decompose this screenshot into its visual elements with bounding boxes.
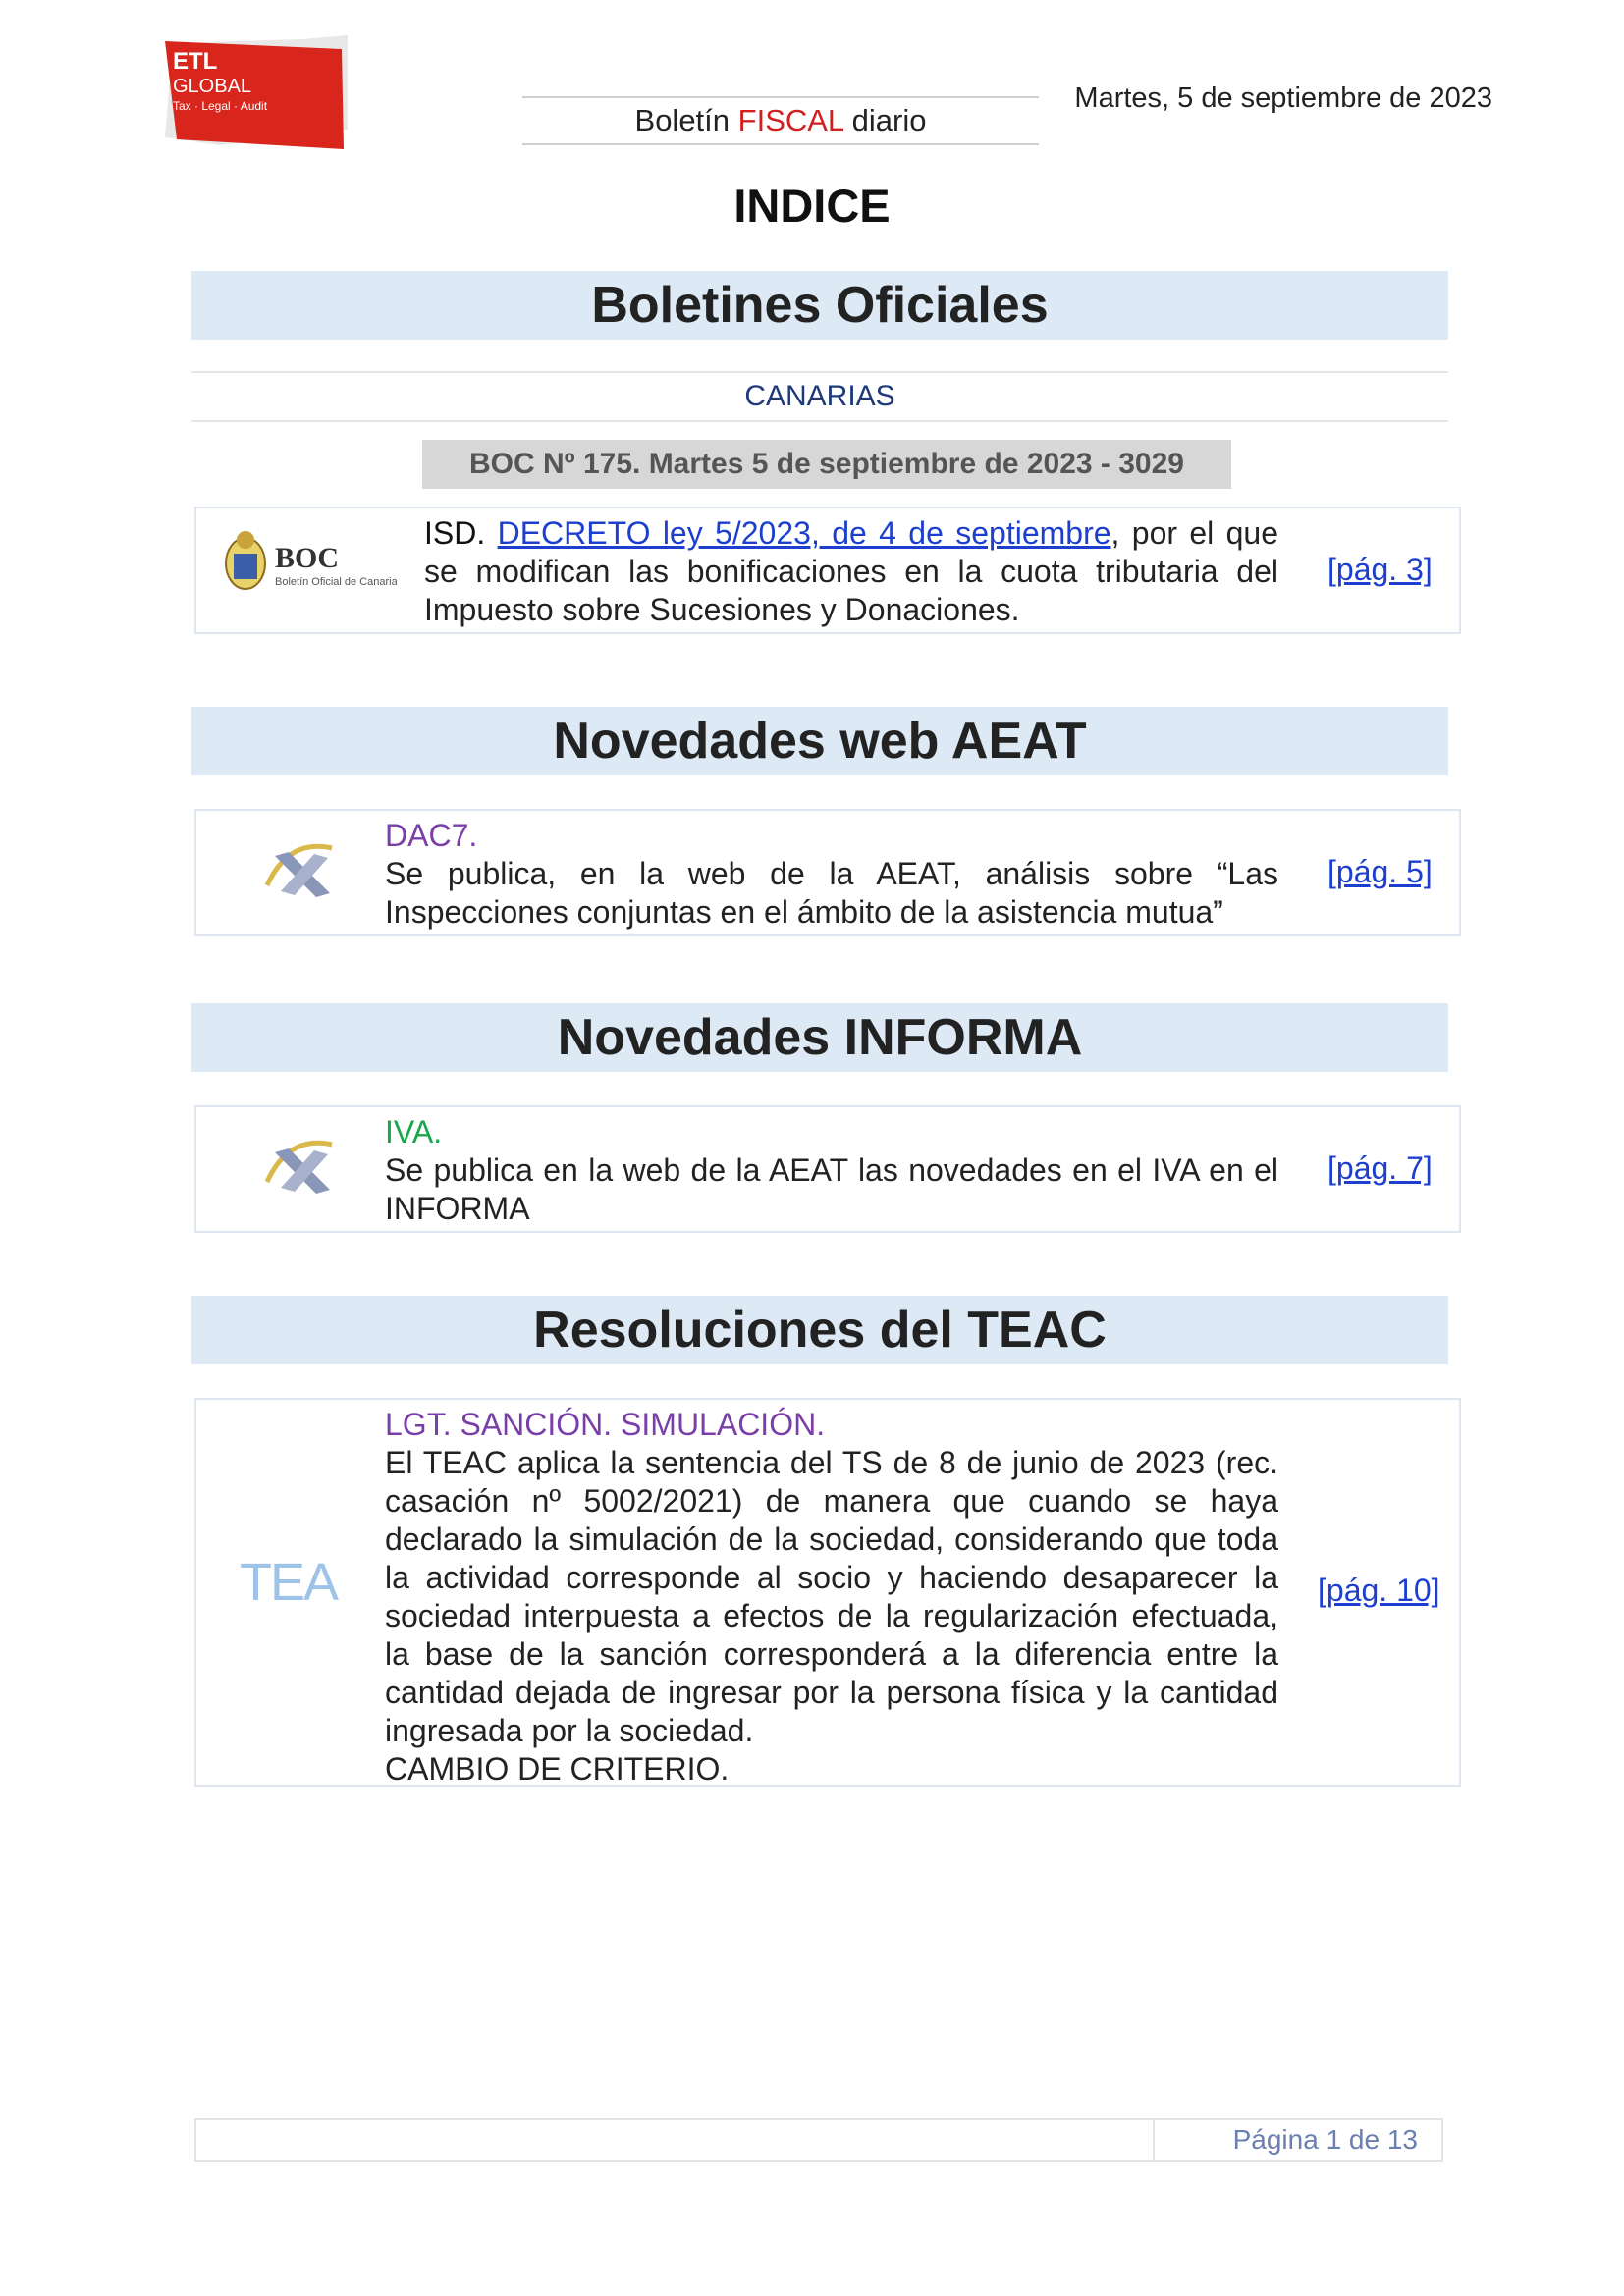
boc-icon-text: BOC [275, 542, 340, 574]
decreto-link[interactable]: DECRETO ley 5/2023, de 4 de septiembre [497, 515, 1111, 551]
section-title-aeat: Novedades web AEAT [191, 707, 1448, 775]
boc-icon [210, 518, 397, 607]
section-title-informa: Novedades INFORMA [191, 1003, 1448, 1072]
footer-divider [1153, 2120, 1155, 2160]
bulletin-date: Martes, 5 de septiembre de 2023 [1074, 82, 1492, 114]
footer [194, 2118, 1443, 2162]
title-accent: FISCAL [737, 103, 844, 137]
entry-iva-body [385, 1113, 1278, 1228]
entry-text: Se publica, en la web de la AEAT, análisis sobre “Las Inspecciones conjuntas en el ámbito de la asistencia mutua” [385, 856, 1278, 930]
entry-tag: ISD. [424, 515, 486, 551]
section-title-boletines: Boletines Oficiales [191, 271, 1448, 340]
region-label: CANARIAS [191, 371, 1448, 422]
title-suffix: diario [843, 103, 927, 137]
entry-text: , por el que se modifican las bonificaciones en la cuota tributaria del Impuesto sobre Sucesiones y Donaciones. [424, 515, 1279, 627]
entry-tag: LGT. SANCIÓN. SIMULACIÓN. [385, 1407, 826, 1442]
index-title: INDICE [733, 180, 891, 232]
logo-text-global: GLOBAL [173, 76, 252, 97]
page-link-dac7[interactable]: [pág. 5] [1327, 854, 1433, 889]
logo-text-etl: ETL [173, 48, 218, 75]
boc-bulletin-label: BOC Nº 175. Martes 5 de septiembre de 2023 - 3029 [422, 440, 1231, 489]
entry-lgt-body [385, 1406, 1278, 1789]
entry-lgt [194, 1398, 1461, 1787]
aeat-icon [259, 1125, 338, 1203]
aeat-icon [259, 828, 338, 907]
tea-icon [236, 1547, 353, 1616]
page-link-iva[interactable]: [pág. 7] [1327, 1150, 1433, 1186]
entry-text: Se publica en la web de la AEAT las novedades en el IVA en el INFORMA [385, 1152, 1278, 1226]
title-prefix: Boletín [634, 103, 738, 137]
etl-global-logo [165, 35, 348, 149]
entry-dac7 [194, 809, 1461, 936]
entry-isd-body [424, 514, 1278, 629]
tea-icon-text: TEA [240, 1553, 338, 1612]
page-link-isd[interactable]: [pág. 3] [1327, 552, 1433, 587]
entry-iva [194, 1105, 1461, 1233]
entry-note: CAMBIO DE CRITERIO. [385, 1751, 730, 1787]
entry-isd [194, 507, 1461, 634]
entry-tag: DAC7. [385, 818, 478, 853]
section-title-teac: Resoluciones del TEAC [191, 1296, 1448, 1364]
boc-icon-caption: Boletín Oficial de Canarias [275, 576, 397, 588]
entry-tag: IVA. [385, 1114, 443, 1149]
entry-dac7-body [385, 817, 1278, 932]
bulletin-title [522, 96, 1039, 145]
page-number: Página 1 de 13 [1232, 2124, 1418, 2155]
entry-text: El TEAC aplica la sentencia del TS de 8 de junio de 2023 (rec. casación nº 5002/2021) de manera que cuando se haya declarado la simulación de la sociedad, considerando que toda la actividad corresponde al socio y haciendo desaparecer la sociedad interpuesta a efectos de la regularización efectuada, la base de la sanción corresponderá a la diferencia entre la cantidad dejada de ingresar por la persona física y la cantidad ingresada por la sociedad. [385, 1445, 1278, 1748]
logo-text-tagline: Tax · Legal · Audit [173, 99, 268, 113]
page-link-lgt[interactable]: [pág. 10] [1318, 1573, 1440, 1608]
